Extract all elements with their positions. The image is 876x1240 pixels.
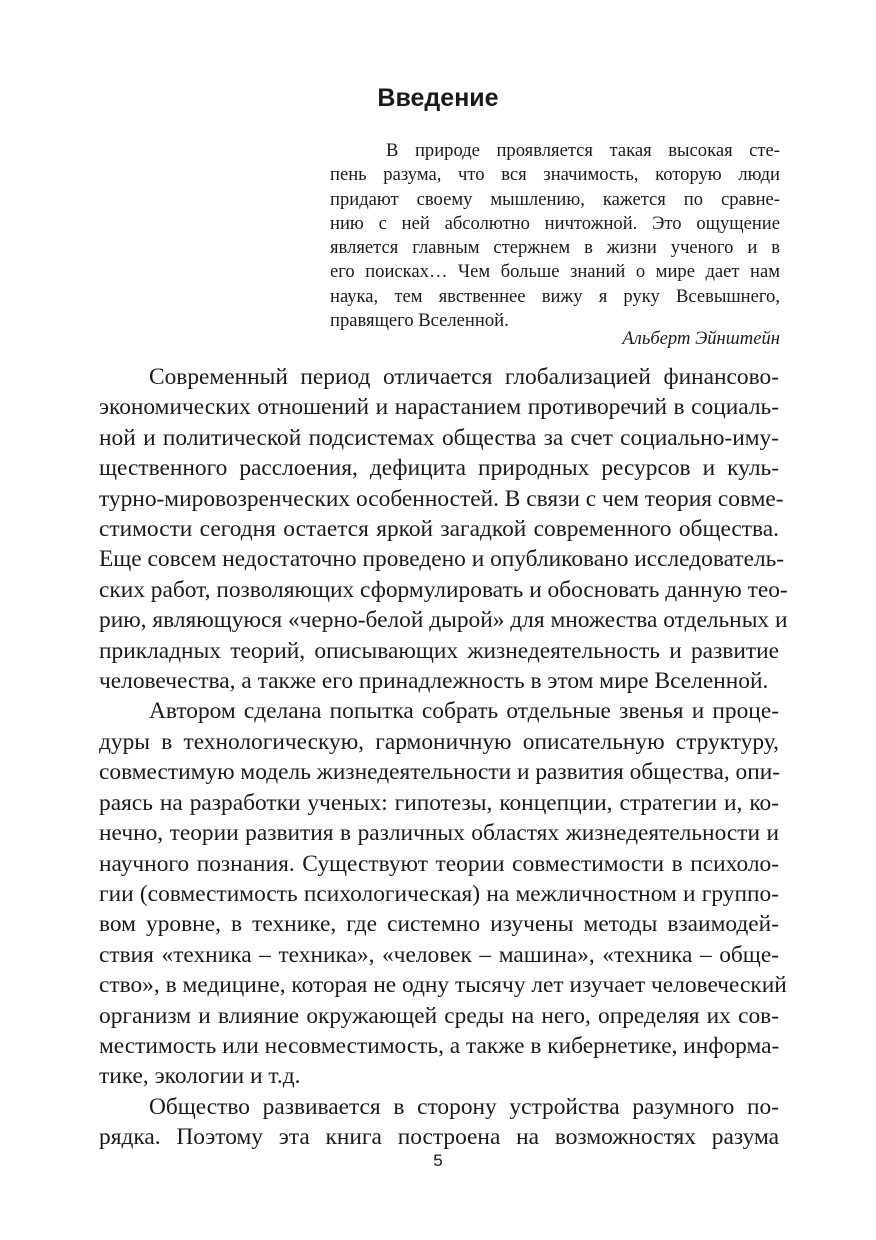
text-line: человечества, а также его принадлежность в этом мире Вселенной. <box>99 668 769 695</box>
text-line: научного познания. Существуют теории совместимости в психоло- <box>99 850 779 877</box>
epigraph-line: наука, тем явственнее вижу я руку Всевышнего, <box>330 285 780 307</box>
text-line: ствия «техника – техника», «человек – машина», «техника – обще- <box>99 941 779 968</box>
text-line: гии (совместимость психологическая) на межличностном и группо- <box>99 880 779 907</box>
chapter-title: Введение <box>377 84 499 112</box>
epigraph-line: пень разума, что вся значимость, которую люди <box>330 164 780 186</box>
text-line: Общество развивается в сторону устройства разумного по- <box>149 1093 779 1120</box>
body-text <box>99 362 788 1153</box>
text-line: местимость или несовместимость, а также в кибернетике, информа- <box>99 1032 780 1059</box>
text-line: ной и политической подсистемах общества за счет социально-иму- <box>99 424 779 451</box>
text-line: прикладных теорий, описывающих жизнедеятельность и развитие <box>99 637 779 664</box>
text-line: щественного расслоения, дефицита природных ресурсов и куль- <box>99 455 779 482</box>
text-line: тике, экологии и т.д. <box>99 1063 301 1090</box>
text-line: вом уровне, в технике, где системно изучены методы взаимодей- <box>99 911 779 938</box>
text-line: рию, являющуюся «черно-белой дырой» для множества отдельных и <box>99 607 788 634</box>
text-line: рядка. Поэтому эта книга построена на возможностях разума <box>99 1124 779 1151</box>
text-line: ство», в медицине, которая не одну тысячу лет изучает человеческий <box>99 972 787 999</box>
epigraph-line: правящего Вселенной. <box>330 310 509 332</box>
epigraph-line: его поисках… Чем больше знаний о мире дает нам <box>330 261 780 283</box>
epigraph-quote <box>330 139 780 333</box>
epigraph-author: Альберт Эйнштейн <box>622 328 780 349</box>
text-line: раясь на разработки ученых: гипотезы, концепции, стратегии и, ко- <box>99 789 779 816</box>
text-line: ских работ, позволяющих сформулировать и обосновать данную тео- <box>99 576 788 603</box>
paragraph-2 <box>99 696 787 1091</box>
epigraph-line: придают своему мышлению, кажется по сравне- <box>330 188 780 210</box>
epigraph-line: является главным стержнем в жизни ученого и в <box>330 237 780 259</box>
paragraph-1 <box>99 362 788 696</box>
text-line: совместимую модель жизнедеятельности и развития общества, опи- <box>99 759 781 786</box>
text-line: стимости сегодня остается яркой загадкой современного общества. <box>99 516 779 543</box>
paragraph-3 <box>99 1092 779 1153</box>
text-line: организм и влияние окружающей среды на него, определяя их сов- <box>99 1002 779 1029</box>
text-line: Еще совсем недостаточно проведено и опубликовано исследователь- <box>99 546 785 573</box>
epigraph-line: В природе проявляется такая высокая сте- <box>386 140 780 161</box>
page-number: 5 <box>433 1151 443 1170</box>
text-line: Современный период отличается глобализацией финансово- <box>149 364 779 390</box>
epigraph-line: нию с ней абсолютно ничтожной. Это ощущение <box>330 212 780 234</box>
text-line: экономических отношений и нарастанием противоречий в социаль- <box>99 394 779 421</box>
text-line: Автором сделана попытка собрать отдельные звенья и проце- <box>149 698 779 725</box>
text-line: дуры в технологическую, гармоничную описательную структуру, <box>99 728 779 755</box>
text-line: турно-мировозренческих особенностей. В связи с чем теория совме- <box>99 485 784 512</box>
text-line: нечно, теории развития в различных областях жизнедеятельности и <box>99 820 779 847</box>
